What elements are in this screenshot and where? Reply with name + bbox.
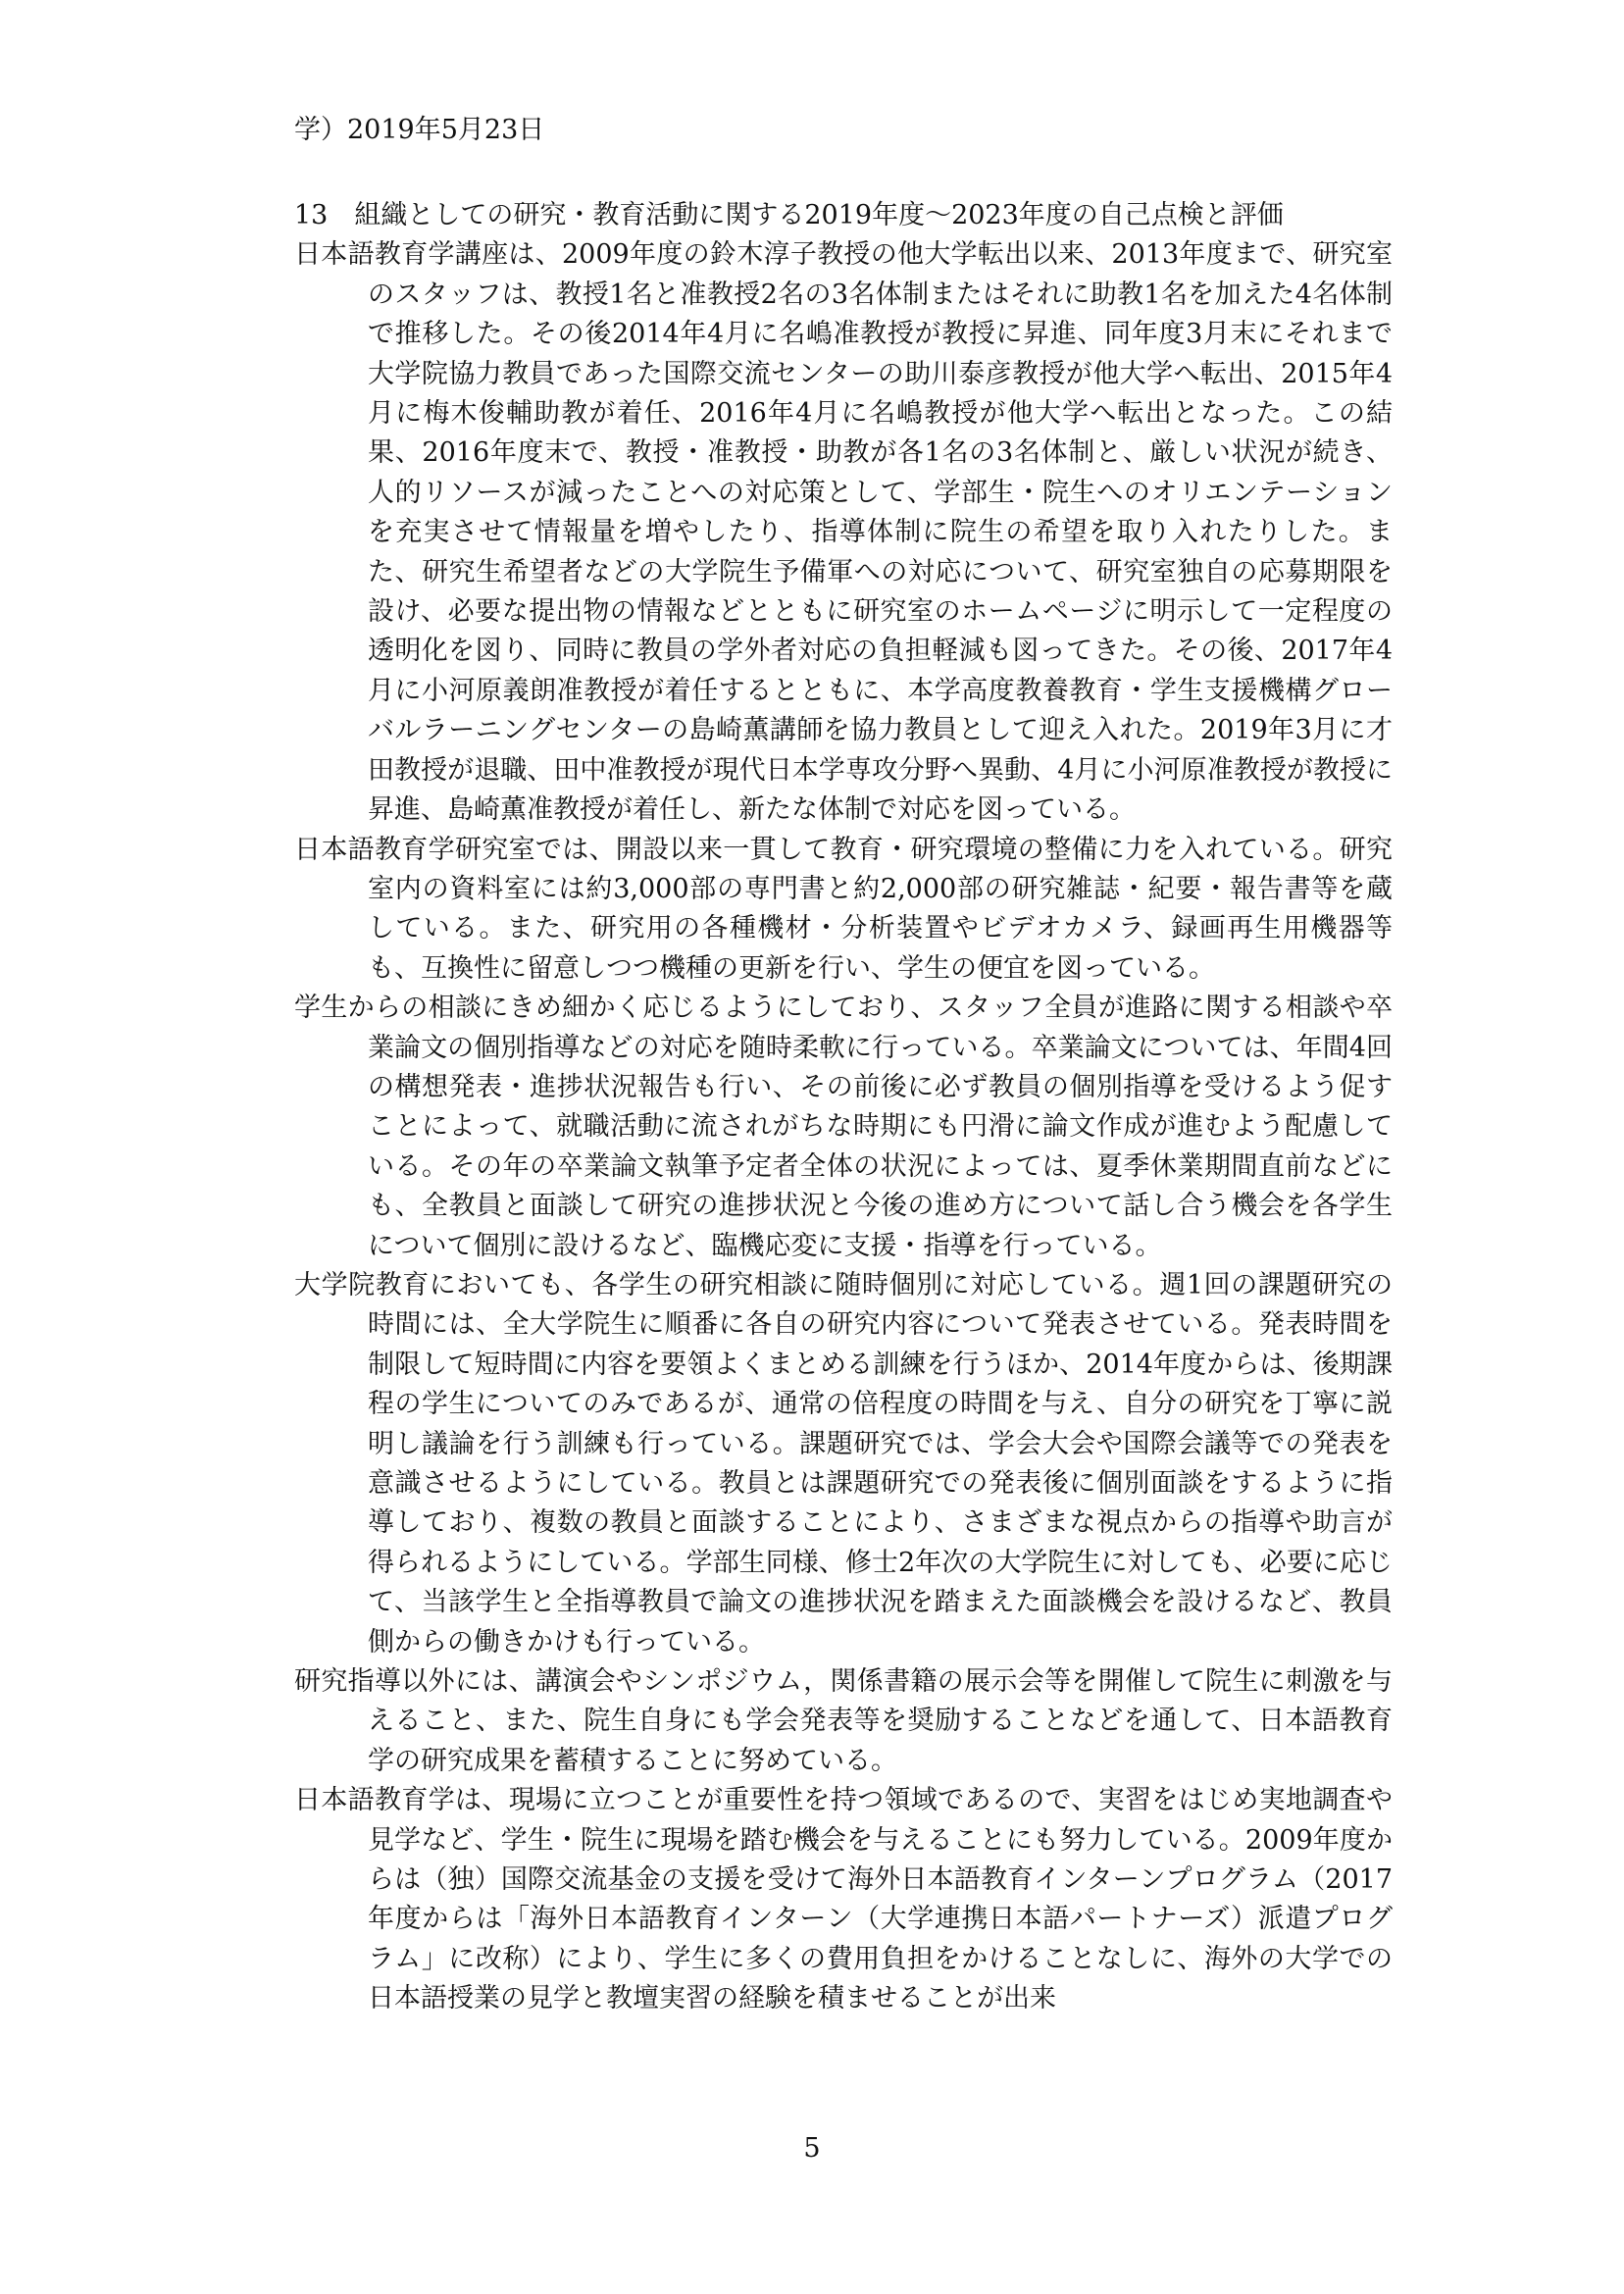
paragraph-graduate-education: 大学院教育においても、各学生の研究相談に随時個別に対応している。週1回の課題研究の時間には、全大学院生に順番に各自の研究内容について発表させている。発表時間を制限して短時間に内容を要領よくまとめる訓練を行うほか、2014年度からは、後期課程の学生についてのみであるが、通常の倍程度の時間を与え、自分の研究を丁寧に説明し議論を行う訓練も行っている。課題研究では、学会大会や国際会議等での発表を意識させるようにしている。教員とは課題研究での発表後に個別面談をするように指導しており、複数の教員と面談することにより、さまざまな視点からの指導や助言が得られるようにしている。学部生同様、修士2年次の大学院生に対しても、必要に応じて、当該学生と全指導教員で論文の進捗状況を踏まえた面談機会を設けるなど、教員側からの働きかけも行っている。	[294, 1269, 1393, 1657]
section-heading: 13 組織としての研究・教育活動に関する2019年度～2023年度の自己点検と評価	[294, 200, 1284, 230]
paragraph-fieldwork: 日本語教育学は、現場に立つことが重要性を持つ領域であるので、実習をはじめ実地調査や見学など、学生・院生に現場を踏む機会を与えることにも努力している。2009年度からは（独）国際交流基金の支援を受けて海外日本語教育インターンプログラム（2017年度からは「海外日本語教育インターン（大学連携日本語パートナーズ）派遣プログラム」に改称）により、学生に多くの費用負担をかけることなしに、海外の大学での日本語授業の見学と教壇実習の経験を積ませることが出来	[294, 1785, 1393, 2014]
paragraph-undergraduate-guidance: 学生からの相談にきめ細かく応じるようにしており、スタッフ全員が進路に関する相談や卒業論文の個別指導などの対応を随時柔軟に行っている。卒業論文については、年間4回の構想発表・進捗状況報告も行い、その前後に必ず教員の個別指導を受けるよう促すことによって、就職活動に流されがちな時期にも円滑に論文作成が進むよう配慮している。その年の卒業論文執筆予定者全体の状況によっては、夏季休業期間直前などにも、全教員と面談して研究の進捗状況と今後の進め方について話し合う機会を各学生について個別に設けるなど、臨機応変に支援・指導を行っている。	[294, 993, 1393, 1261]
document-body	[294, 196, 1393, 2019]
paragraph-research-activities: 研究指導以外には、講演会やシンポジウム，関係書籍の展示会等を開催して院生に刺激を与えること、また、院生自身にも学会発表等を奨励することなどを通して、日本語教育学の研究成果を蓄積することに努めている。	[294, 1666, 1393, 1776]
page-number: 5	[803, 2133, 821, 2164]
carryover-line: 学）2019年5月23日	[294, 115, 545, 145]
paragraph-facilities: 日本語教育学研究室では、開設以来一貫して教育・研究環境の整備に力を入れている。研究室内の資料室には約3,000部の専門書と約2,000部の研究雑誌・紀要・報告書等を蔵している。また、研究用の各種機材・分析装置やビデオカメラ、録画再生用機器等も、互換性に留意しつつ機種の更新を行い、学生の便宜を図っている。	[294, 834, 1393, 984]
paragraph-staffing: 日本語教育学講座は、2009年度の鈴木淳子教授の他大学転出以来、2013年度まで、研究室のスタッフは、教授1名と准教授2名の3名体制またはそれに助教1名を加えた4名体制で推移した。その後2014年4月に名嶋准教授が教授に昇進、同年度3月末にそれまで大学院協力教員であった国際交流センターの助川泰彦教授が他大学へ転出、2015年4月に梅木俊輔助教が着任、2016年4月に名嶋教授が他大学へ転出となった。この結果、2016年度末で、教授・准教授・助教が各1名の3名体制と、厳しい状況が続き、人的リソースが減ったことへの対応策として、学部生・院生へのオリエンテーションを充実させて情報量を増やしたり、指導体制に院生の希望を取り入れたりした。また、研究生希望者などの大学院生予備軍への対応について、研究室独自の応募期限を設け、必要な提出物の情報などとともに研究室のホームページに明示して一定程度の透明化を図り、同時に教員の学外者対応の負担軽減も図ってきた。その後、2017年4月に小河原義朗准教授が着任するとともに、本学高度教養教育・学生支援機構グローバルラーニングセンターの島崎薫講師を協力教員として迎え入れた。2019年3月に才田教授が退職、田中准教授が現代日本学専攻分野へ異動、4月に小河原准教授が教授に昇進、島崎薫准教授が着任し、新たな体制で対応を図っている。	[294, 239, 1393, 826]
